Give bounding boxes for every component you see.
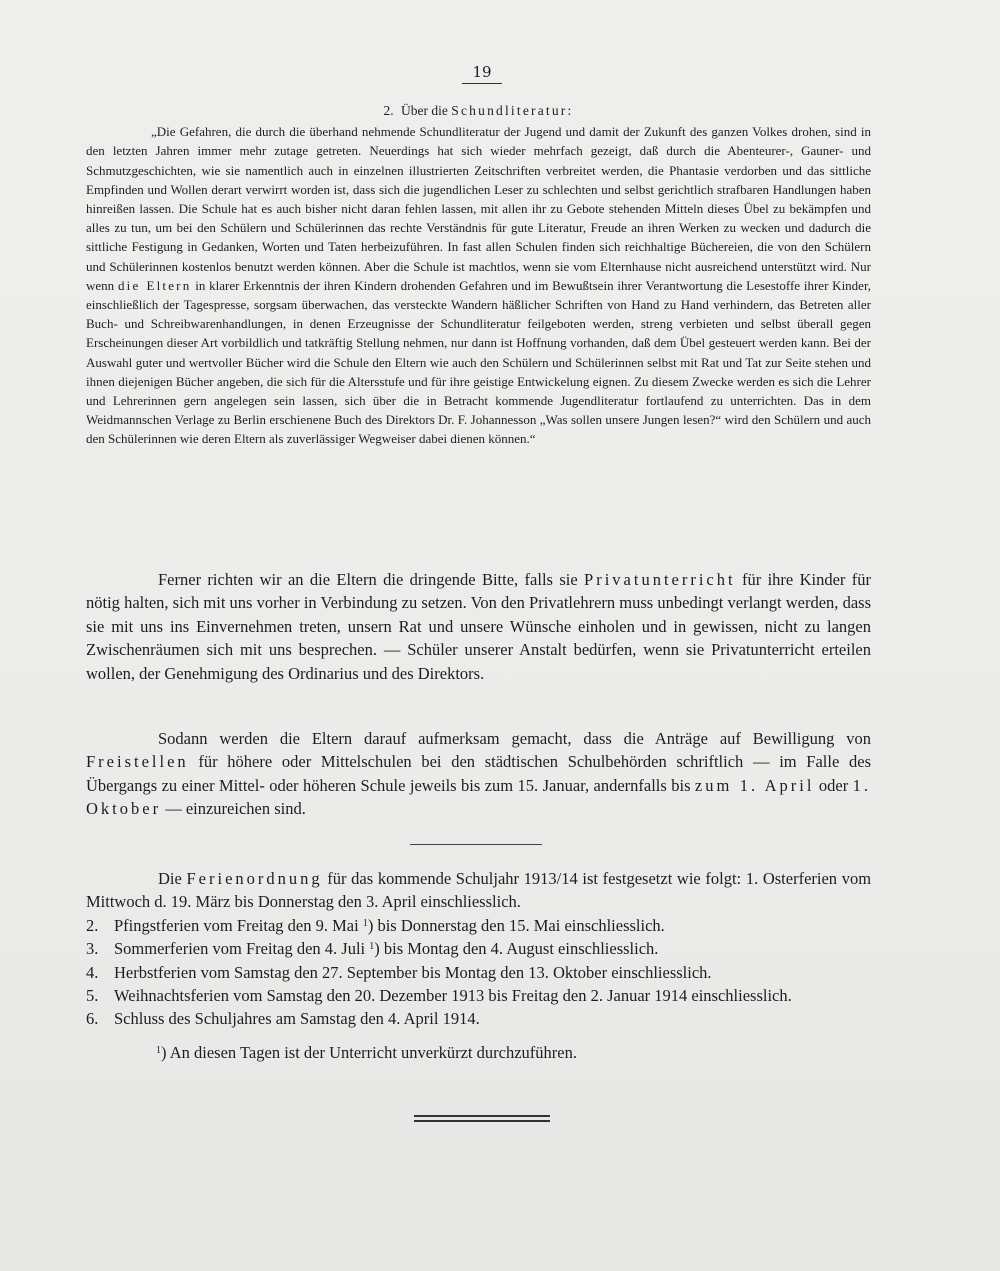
ferien-intro: Die Ferienordnung für das kommende Schuljahr 1913/14 ist festgesetzt wie folgt: 1. Osterferien vom Mittwoch d. 19. März bis Donnerstag den 3. April einschliesslich.	[86, 869, 872, 912]
list-item: 2. Pfingstferien vom Freitag den 9. Mai $^1$) bis Donnerstag den 15. Mai einschliesslich.	[86, 915, 665, 935]
ferienordnung	[86, 867, 871, 1064]
section-heading: 2. Über die Schundliteratur:	[383, 103, 574, 118]
footnote: $^1$) An diesen Tagen ist der Unterricht unverkürzt durchzuführen.	[156, 1042, 577, 1062]
schundliteratur-quote: „Die Gefahren, die durch die überhand nehmende Schundliteratur der Jugend und damit der Zukunft des ganzen Volkes drohen, sind in den letzten Jahren immer mehr zutage getreten. Neuerdings hat sich wieder mehrfach gezeigt, daß durch die Abenteurer-, Gauner- und Schmutzgeschichten, wie sie namentlich auch in einzelnen illustrierten Zeitschriften verbreitet werden, die Phantasie verdorben und das sittliche Empfinden und Wollen derart verwirrt worden ist, dass sich die jugendlichen Leser zu schlechten und selbst gerichtlich strafbaren Handlungen haben hinreißen lassen. Die Schule hat es auch bisher nicht daran fehlen lassen, mit allen ihr zu Gebote stehenden Mitteln dieses Übel zu bekämpfen und alles zu tun, um bei den Schülern und Schülerinnen das rechte Verständnis für gute Literatur, Freude an ihren Werken zu wecken und dadurch die sittliche Festigung in Gedanken, Worten und Taten herbeizuführen. In fast allen Schulen finden sich reichhaltige Büchereien, die von den Schülern und Schülerinnen kostenlos benutzt werden können. Aber die Schule ist machtlos, wenn sie vom Elternhause nicht ausreichend unterstützt wird. Nur wenn die Eltern in klarer Erkenntnis der ihren Kindern drohenden Gefahren und im Bewußtsein ihrer Verantwortung die Lesestoffe ihrer Kinder, einschließlich der Tagespresse, sorgsam überwachen, das versteckte Wandern häßlicher Schriften von Hand zu Hand verhindern, das Betreten aller Buch- und Schreibwarenhandlungen, in denen Erzeugnisse der Schundliteratur feilgeboten werden, streng verbieten und selbst überall gegen Erscheinungen dieser Art vorbildlich und tatkräftig Stellung nehmen, nur dann ist Hoffnung vorhanden, daß dem Übel gesteuert werden kann. Bei der Auswahl guter und wertvoller Bücher wird die Schule den Eltern wie auch den Schülern und Schülerinnen selbst mit Rat und Tat zur Seite stehen und ihnen diejenigen Bücher angeben, die sich für die Altersstufe und für ihre geistige Entwickelung eignen. Zu diesem Zwecke werden es sich die Lehrer und Lehrerinnen gern angelegen sein lassen, sich über die in Betracht kommende Jugendliteratur fortlaufend zu unterrichten. Das in dem Weidmannschen Verlage zu Berlin erschienene Buch des Direktors Dr. F. Johannesson „Was sollen unsere Jungen lesen?“ wird den Schülern und auch den Schülerinnen wie deren Eltern als zuverlässiger Wegweiser dabei dienen können.“	[86, 124, 872, 447]
list-item: 6. Schluss des Schuljahres am Samstag den 4. April 1914.	[86, 1009, 480, 1029]
ferien-list	[86, 914, 871, 1031]
paragraph-freistellen: Sodann werden die Eltern darauf aufmerksam gemacht, dass die Anträge auf Bewilligung von Freistellen für höhere oder Mittelschulen bei den städtischen Schulbehörden schriftlich — im Falle des Übergangs zu einer Mittel- oder höheren Schule jeweils bis zum 15. Januar, andernfalls bis zum 1. April oder 1. Oktober — einzureichen sind.	[86, 729, 872, 819]
list-item: 4. Herbstferien vom Samstag den 27. September bis Montag den 13. Oktober einschliesslich.	[86, 962, 712, 982]
end-double-rule	[414, 1115, 550, 1122]
list-item: 5. Weihnachtsferien vom Samstag den 20. Dezember 1913 bis Freitag den 2. Januar 1914 einschliesslich.	[86, 986, 792, 1006]
section-schundliteratur	[86, 101, 871, 449]
page-number: 19	[462, 63, 502, 84]
list-item: 3. Sommerferien vom Freitag den 4. Juli $^1$) bis Montag den 4. August einschliesslich.	[86, 939, 659, 959]
divider-rule	[410, 844, 542, 845]
paragraph-privatunterricht: Ferner richten wir an die Eltern die dringende Bitte, falls sie Privatunterricht für ihre Kinder für nötig halten, sich mit uns vorher in Verbindung zu setzen. Von den Privatlehrern muss unbedingt verlangt werden, dass sie mit uns ins Einvernehmen treten, unsern Rat und unsere Wünsche einholen und in gewissen, nicht zu langen Zwischenräumen sich mit uns besprechen. — Schüler unserer Anstalt bedürfen, wenn sie Privatunterricht erteilen wollen, der Genehmigung des Ordinarius und des Direktors.	[86, 570, 872, 683]
